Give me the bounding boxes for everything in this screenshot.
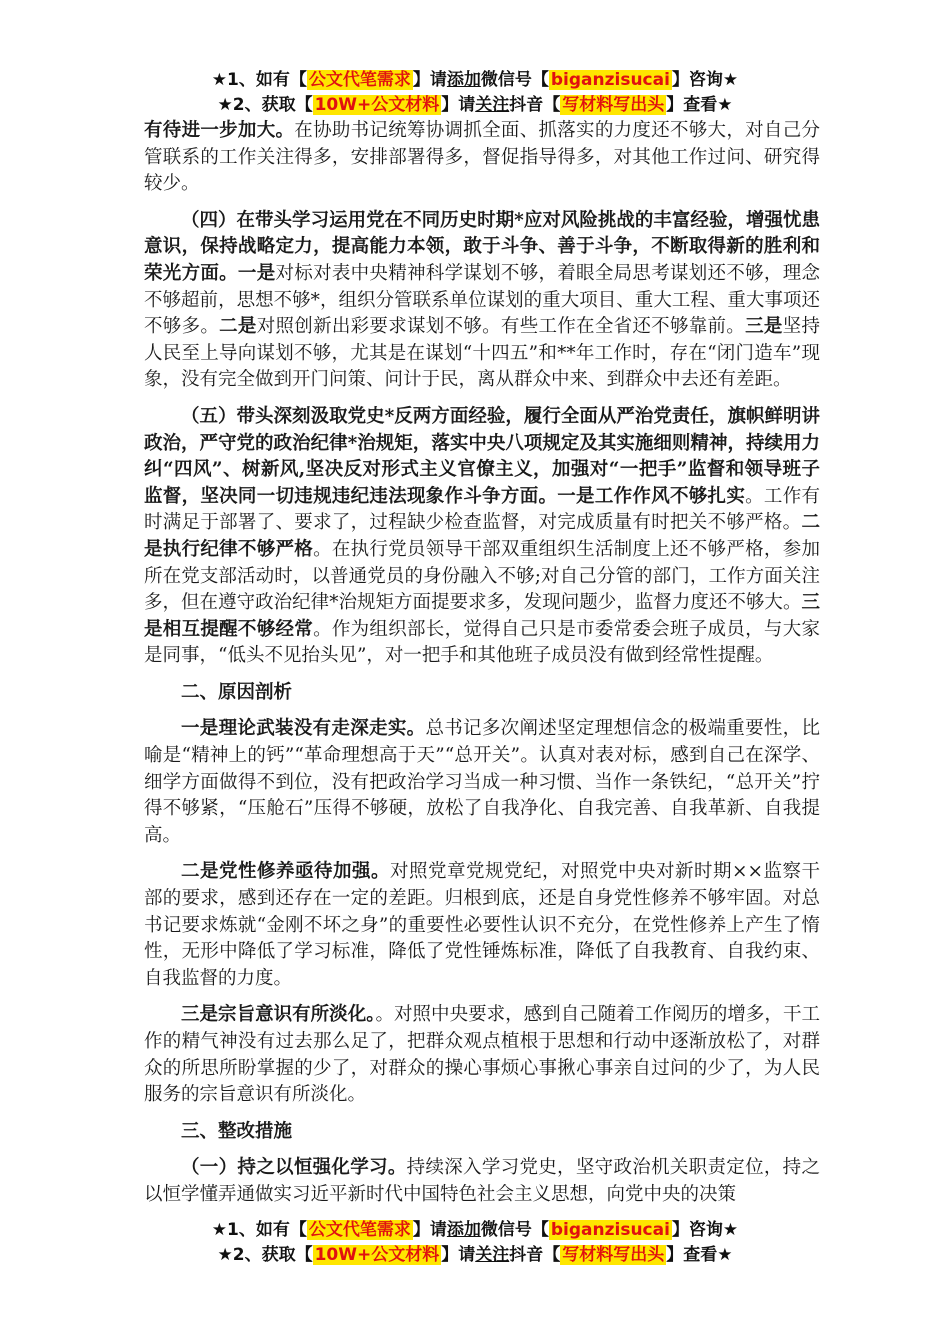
paragraph-item-5: （五）带头深刻汲取党史*反两方面经验，履行全面从严治党责任，旗帜鲜明讲政治，严守党的政治纪律*治规矩，落实中央八项规定及其实施细则精神，持续用力纠“四风”、树新风,坚决反对形式主义官僚主义，加强对“一把手”监督和领导班子监督，坚决同一切违规违纪违法现象作斗争方面。一是工作作风不够扎实。工作有时满足于部署了、要求了，过程缺少检查监督，对完成质量有时把关不够严格。二是执行纪律不够严格。在执行党员领导干部双重组织生活制度上还不够严格，参加所在党支部活动时，以普通党员的身份融入不够;对自己分管的部门，工作方面关注多，但在遵守政治纪律*治规矩方面提要求多，发现问题少，监督力度还不够大。三是相互提醒不够经常。作为组织部长，觉得自己只是市委常委会班子成员，与大家是同事，“低头不见抬头见”，对一把手和其他班子成员没有做到经常性提醒。 — [144, 405, 820, 667]
paragraph-cause-3: 三是宗旨意识有所淡化。。对照中央要求，感到自己随着工作阅历的增多，干工作的精气神没有过去那么足了，把群众观点植根于思想和行动中逐渐放松了，对群众的所思所盼掌握的少了，对群众的操心事烦心事揪心事亲自过问的少了，为人民服务的宗旨意识有所淡化。 — [144, 1004, 820, 1106]
paragraph-item-4: （四）在带头学习运用党在不同历史时期*应对风险挑战的丰富经验，增强忧患意识，保持战略定力，提高能力本领，敢于斗争、善于斗争，不断取得新的胜利和荣光方面。一是对标对表中央精神科学谋划不够，着眼全局思考谋划还不够，理念不够超前，思想不够*，组织分管联系单位谋划的重大项目、重大工程、重大事项还不够多。二是对照创新出彩要求谋划不够。有些工作在全省还不够靠前。三是坚持人民至上导向谋划不够，尤其是在谋划“十四五”和**年工作时，存在“闭门造车”现象，没有完全做到开门问策、问计于民，离从群众中来、到群众中去还有差距。 — [144, 209, 820, 391]
promo-banner-bottom — [0, 1218, 950, 1268]
highlight-douyin-id: 写材料写出头 — [562, 95, 665, 115]
banner-line-2: ★2、获取【 10W+公文材料 】请关注抖音【 写材料写出头 】查看★ — [217, 1245, 733, 1265]
highlight-service: 公文代笔需求 — [308, 1220, 411, 1240]
section-heading-measures: 三、整改措施 — [181, 1120, 293, 1142]
highlight-wechat-id: biganzisucai — [550, 70, 670, 90]
banner-line-1: ★1、如有【 公文代笔需求 】请添加微信号【 biganzisucai 】咨询★ — [211, 70, 739, 90]
section-heading-causes: 二、原因剖析 — [181, 681, 293, 703]
highlight-materials: 10W+公文材料 — [314, 1245, 440, 1265]
highlight-wechat-id: biganzisucai — [550, 1220, 670, 1240]
paragraph-measure-1: （一）持之以恒强化学习。持续深入学习党史，坚守政治机关职责定位，持之以恒学懂弄通做实习近平新时代中国特色社会主义思想，向党中央的决策 — [144, 1157, 820, 1205]
banner-line-2: ★2、获取【 10W+公文材料 】请关注抖音【 写材料写出头 】查看★ — [217, 95, 733, 115]
highlight-service: 公文代笔需求 — [308, 70, 411, 90]
banner-line-1: ★1、如有【 公文代笔需求 】请添加微信号【 biganzisucai 】咨询★ — [211, 1220, 739, 1240]
paragraph-cause-2: 二是党性修养亟待加强。对照党章党规党纪，对照党中央对新时期××监察干部的要求，感到还存在一定的差距。归根到底，还是自身党性修养不够牢固。对总书记要求炼就“金刚不坏之身”的重要性必要性认识不充分，在党性修养上产生了惰性，无形中降低了学习标准，降低了党性锤炼标准，降低了自我教育、自我约束、自我监督的力度。 — [144, 861, 820, 989]
paragraph-continued: 有待进一步加大。在协助书记统筹协调抓全面、抓落实的力度还不够大，对自己分管联系的工作关注得多，安排部署得多，督促指导得多，对其他工作过问、研究得较少。 — [144, 120, 820, 195]
document-body — [144, 118, 820, 1209]
highlight-materials: 10W+公文材料 — [314, 95, 440, 115]
promo-banner-top — [0, 68, 950, 118]
paragraph-cause-1: 一是理论武装没有走深走实。总书记多次阐述坚定理想信念的极端重要性，比喻是“精神上的钙”“革命理想高于天”“总开关”。认真对表对标，感到自己在深学、细学方面做得不到位，没有把政治学习当成一种习惯、当作一条铁纪，“总开关”拧得不够紧，“压舱石”压得不够硬，放松了自我净化、自我完善、自我革新、自我提高。 — [144, 718, 820, 846]
highlight-douyin-id: 写材料写出头 — [562, 1245, 665, 1265]
